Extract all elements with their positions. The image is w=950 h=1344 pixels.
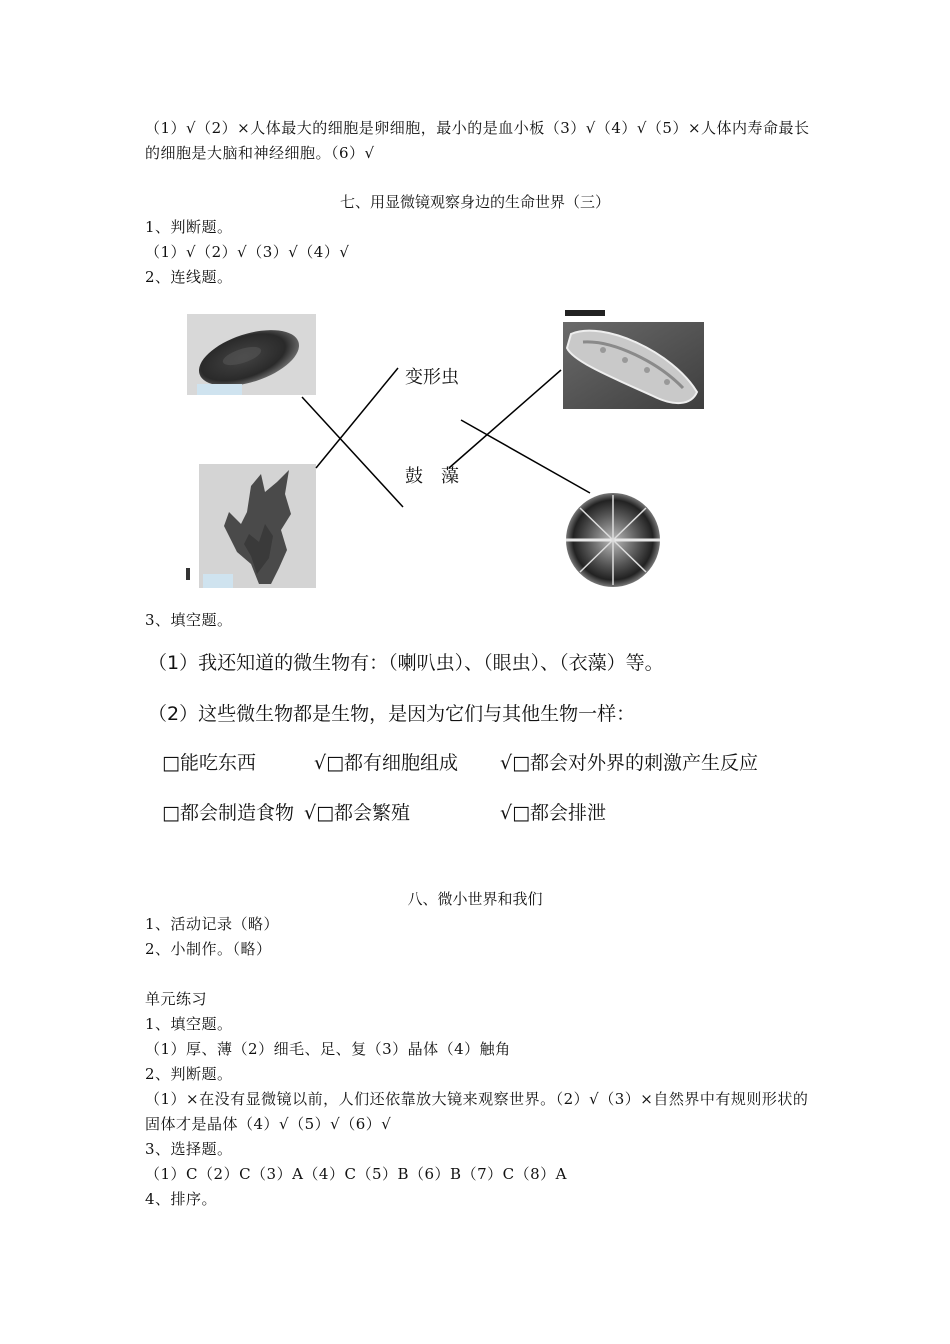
- unit-q2-answer: （1）×在没有显微镜以前，人们还依靠放大镜来观察世界。（2）√（3）×自然界中有规则形状的固体才是晶体（4）√（5）√（6）√: [145, 1090, 809, 1133]
- unit-q1-answer: （1）厚、薄（2）细毛、足、复（3）晶体（4）触角: [145, 1040, 511, 1058]
- option-cells: √□都有细胞组成: [314, 752, 459, 774]
- section7-q1-answer: （1）√（2）√（3）√（4）√: [145, 243, 350, 261]
- option-react: √□都会对外界的刺激产生反应: [500, 752, 759, 774]
- unit-q3-label: 3、选择题。: [145, 1140, 233, 1158]
- matching-diagram: [0, 0, 950, 610]
- section8-item2: 2、小制作。（略）: [145, 940, 272, 958]
- option-excrete: √□都会排泄: [500, 802, 607, 824]
- section8-title: 八、微小世界和我们: [407, 890, 543, 908]
- unit-q3-answer: （1）C（2）C（3）A（4）C（5）B（6）B（7）C（8）A: [145, 1165, 567, 1183]
- option-eat: □能吃东西: [162, 752, 256, 774]
- fill-blank-2: （2）这些微生物都是生物，是因为它们与其他生物一样：: [148, 703, 636, 725]
- section7-q3-label: 3、填空题。: [145, 611, 233, 629]
- section7-q2-label: 2、连线题。: [145, 268, 233, 286]
- fill-blank-1: （1）我还知道的微生物有：（喇叭虫）、（眼虫）、（衣藻）等。: [148, 652, 664, 674]
- connection-lines: [0, 0, 950, 610]
- match-label-desmid: 鼓 藻: [405, 466, 459, 487]
- unit-heading: 单元练习: [145, 990, 208, 1008]
- unit-q1-label: 1、填空题。: [145, 1015, 233, 1033]
- match-label-amoeba: 变形虫: [405, 367, 459, 388]
- unit-q2-label: 2、判断题。: [145, 1065, 233, 1083]
- section7-q1-label: 1、判断题。: [145, 218, 233, 236]
- option-reproduce: √□都会繁殖: [304, 802, 411, 824]
- section7-title: 七、用显微镜观察身边的生命世界（三）: [339, 193, 610, 211]
- top-answer-paragraph: （1）√（2）×人体最大的细胞是卵细胞，最小的是血小板（3）√（4）√（5）×人体内寿命最长的细胞是大脑和神经细胞。（6）√: [145, 119, 810, 162]
- option-make-food: □都会制造食物: [162, 802, 294, 824]
- section8-item1: 1、活动记录（略）: [145, 915, 280, 933]
- unit-q4-label: 4、排序。: [145, 1190, 218, 1208]
